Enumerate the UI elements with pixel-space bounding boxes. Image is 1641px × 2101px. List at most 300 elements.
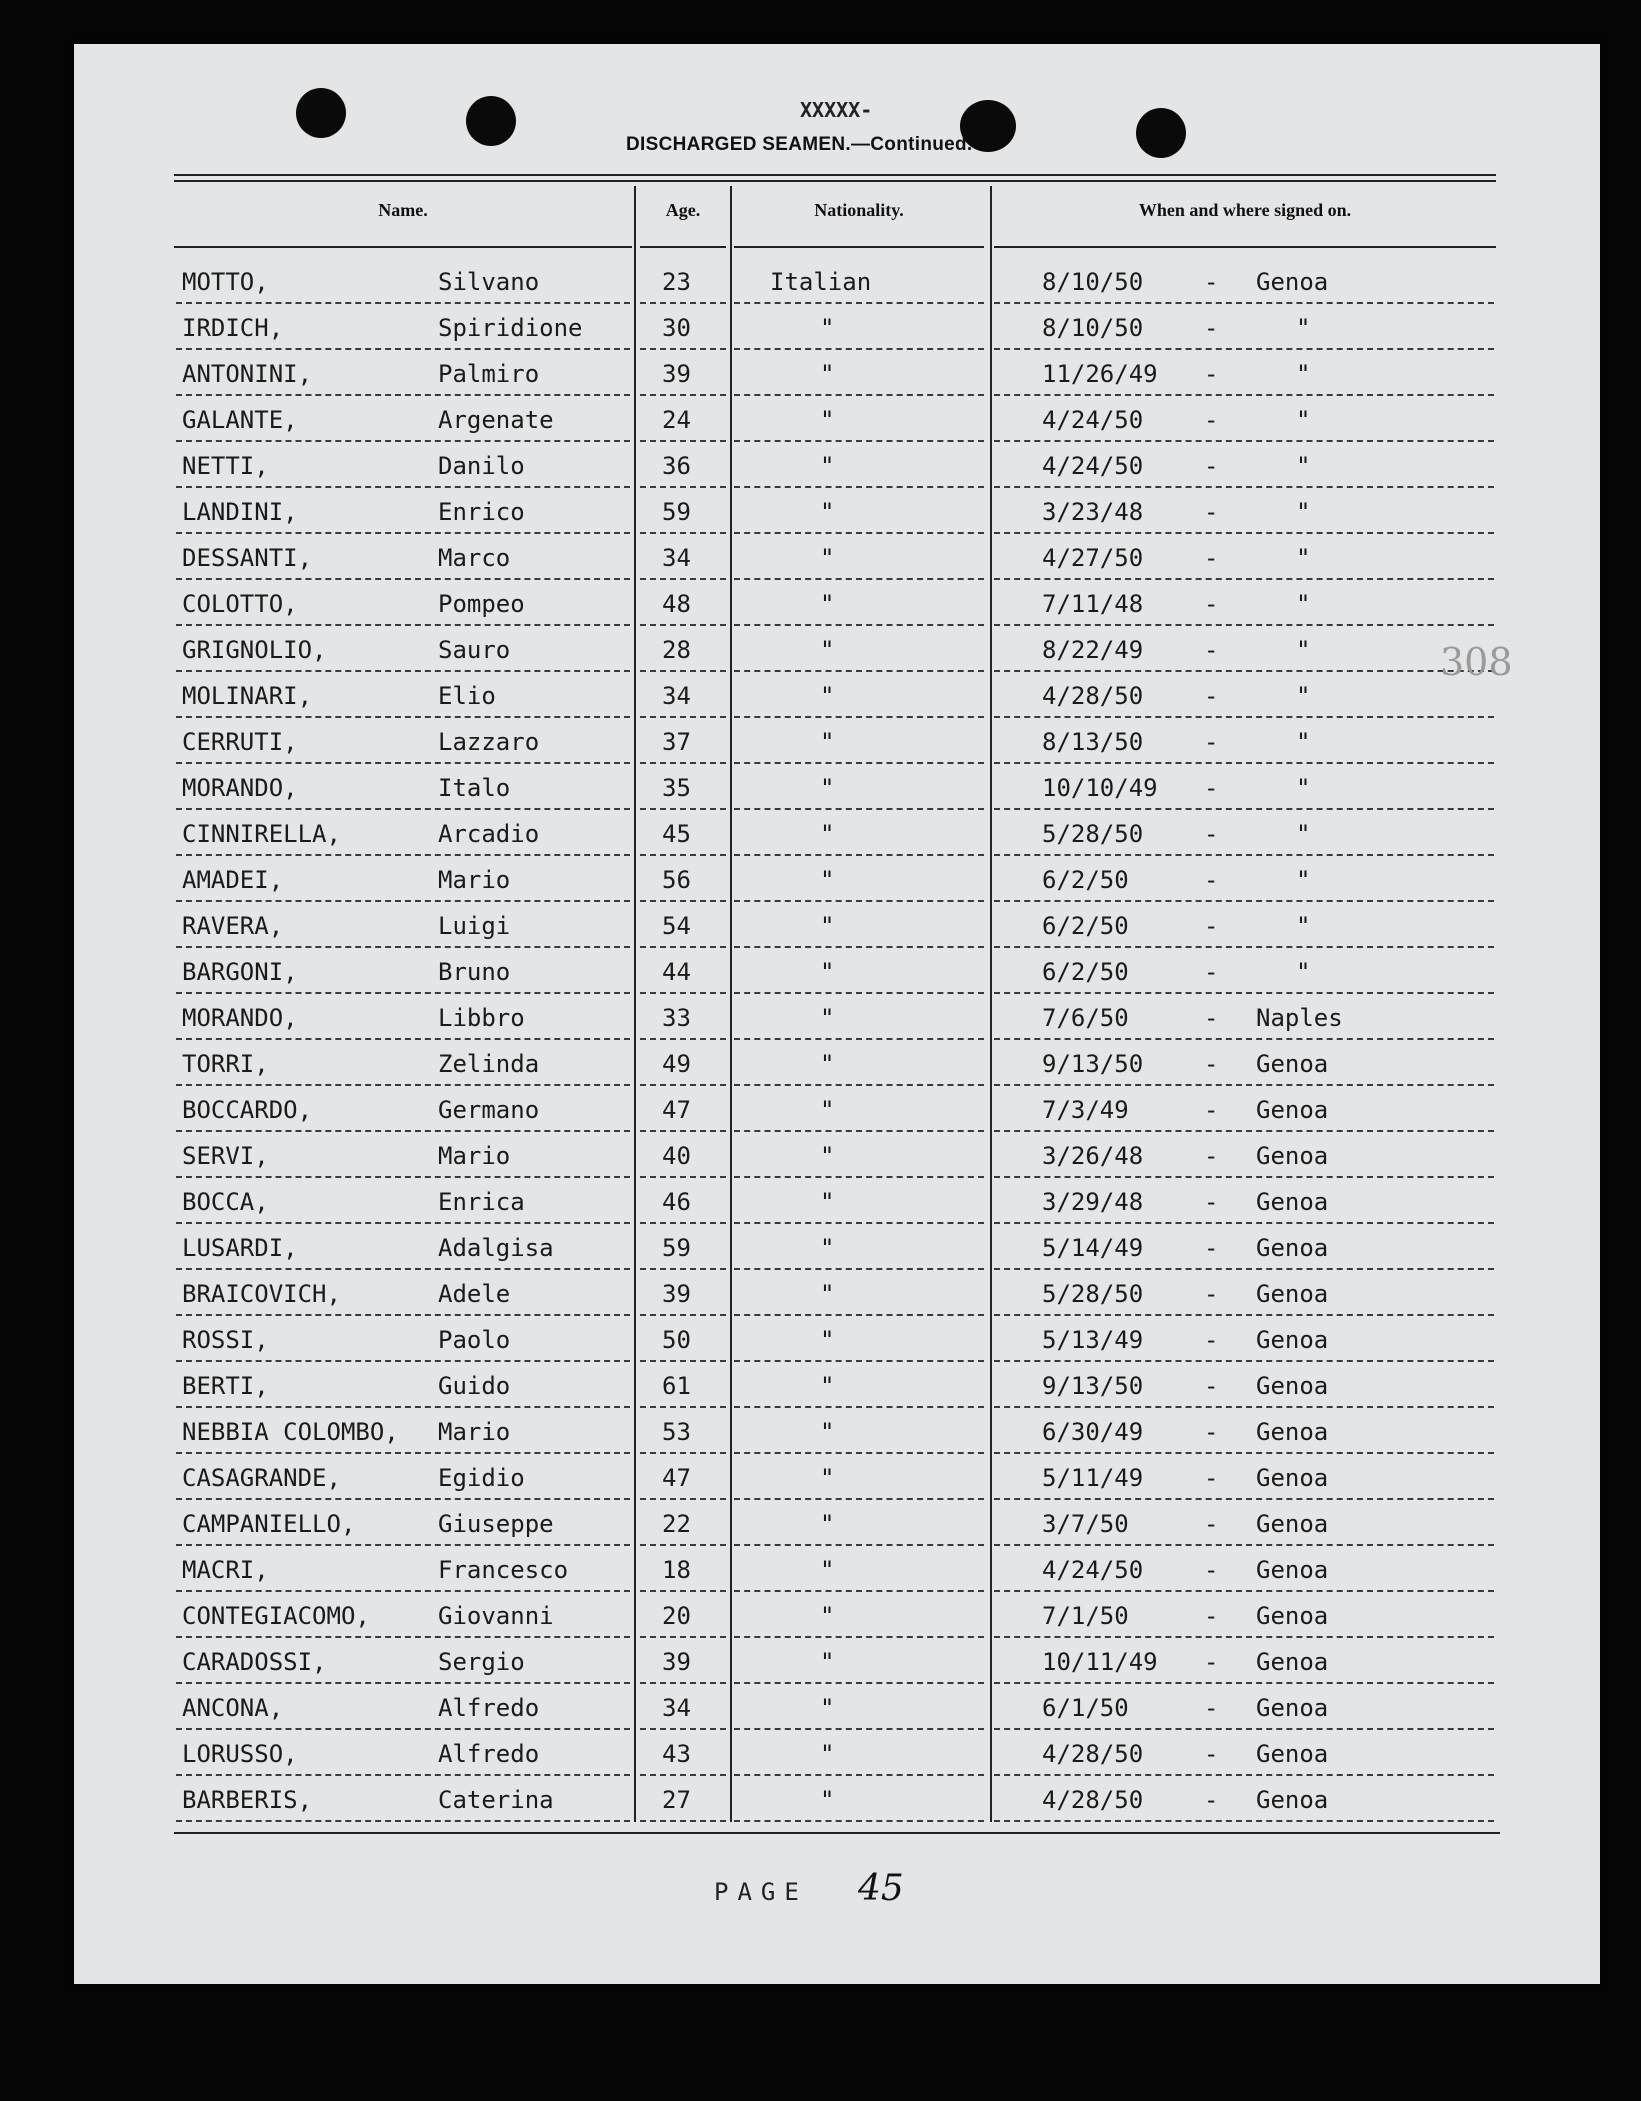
cell-date: 6/30/49 [1042,1418,1144,1446]
cell-date: 4/28/50 [1042,1740,1144,1768]
cell-age: 45 [662,820,691,848]
row-guide-line [640,1498,726,1500]
row-guide-line [640,1452,726,1454]
row-guide-line [640,946,726,948]
cell-nationality: " [820,314,835,342]
table-row [0,1180,1641,1226]
cell-dash: - [1204,912,1219,940]
row-guide-line [176,854,630,856]
cell-place: Genoa [1256,1188,1329,1216]
row-guide-line [994,1590,1494,1592]
row-guide-line [640,302,726,304]
row-guide-line [734,1268,984,1270]
cell-nationality: " [820,866,835,894]
cell-given: Silvano [438,268,540,296]
cell-given: Italo [438,774,511,802]
cell-dash: - [1204,1602,1219,1630]
row-guide-line [994,624,1494,626]
cell-age: 59 [662,1234,691,1262]
cell-dash: - [1204,1096,1219,1124]
row-guide-line [176,1360,630,1362]
cell-date: 5/14/49 [1042,1234,1144,1262]
cell-place: " [1296,498,1311,526]
row-guide-line [734,532,984,534]
cell-surname: BOCCARDO, [182,1096,313,1124]
cell-surname: COLOTTO, [182,590,298,618]
cell-dash: - [1204,636,1219,664]
row-guide-line [734,394,984,396]
cell-nationality: " [820,1188,835,1216]
cell-given: Argenate [438,406,554,434]
cell-surname: GALANTE, [182,406,298,434]
row-guide-line [994,1498,1494,1500]
row-guide-line [734,1728,984,1730]
cell-place: Naples [1256,1004,1343,1032]
table-row [0,1226,1641,1272]
header-rule [174,174,1496,176]
row-guide-line [994,1452,1494,1454]
table-row [0,536,1641,582]
row-guide-line [640,624,726,626]
row-guide-line [734,348,984,350]
row-guide-line [176,808,630,810]
row-guide-line [994,440,1494,442]
cell-age: 23 [662,268,691,296]
cell-dash: - [1204,1004,1219,1032]
cell-surname: DESSANTI, [182,544,313,572]
row-guide-line [734,1590,984,1592]
table-row [0,1364,1641,1410]
table-row [0,306,1641,352]
row-guide-line [734,302,984,304]
cell-nationality: " [820,360,835,388]
cell-surname: BOCCA, [182,1188,269,1216]
cell-date: 4/28/50 [1042,682,1144,710]
cell-given: Giovanni [438,1602,554,1630]
table-row [0,628,1641,674]
cell-date: 9/13/50 [1042,1050,1144,1078]
cell-given: Sauro [438,636,511,664]
punch-hole [296,88,346,138]
cell-nationality: " [820,1326,835,1354]
cell-date: 6/2/50 [1042,958,1129,986]
margin-stamp: 308 [1440,640,1513,684]
row-guide-line [734,1774,984,1776]
cell-age: 34 [662,1694,691,1722]
table-row [0,1134,1641,1180]
cell-age: 18 [662,1556,691,1584]
cell-surname: NETTI, [182,452,269,480]
row-guide-line [994,1222,1494,1224]
cell-given: Francesco [438,1556,569,1584]
column-head-rule [640,246,726,248]
cell-given: Danilo [438,452,525,480]
cell-nationality: " [820,1280,835,1308]
cell-place: Genoa [1256,1280,1329,1308]
cell-surname: IRDICH, [182,314,284,342]
cell-place: " [1296,866,1311,894]
page-label: PAGE [714,1878,808,1906]
cell-surname: CASAGRANDE, [182,1464,341,1492]
row-guide-line [640,1222,726,1224]
table-row [0,1456,1641,1502]
cell-given: Marco [438,544,511,572]
cell-age: 46 [662,1188,691,1216]
cell-age: 30 [662,314,691,342]
cell-age: 40 [662,1142,691,1170]
row-guide-line [640,1268,726,1270]
cell-given: Bruno [438,958,511,986]
cell-date: 9/13/50 [1042,1372,1144,1400]
cell-place: Genoa [1256,1372,1329,1400]
row-guide-line [640,1636,726,1638]
cell-nationality: Italian [770,268,872,296]
cell-nationality: " [820,498,835,526]
column-header-age: Age. [665,200,701,220]
cell-surname: MOLINARI, [182,682,313,710]
header-rule [174,180,1496,182]
row-guide-line [176,900,630,902]
row-guide-line [640,440,726,442]
cell-given: Alfredo [438,1740,540,1768]
cell-age: 20 [662,1602,691,1630]
cell-place: Genoa [1256,1142,1329,1170]
cell-surname: CERRUTI, [182,728,298,756]
cell-dash: - [1204,268,1219,296]
row-guide-line [640,1682,726,1684]
row-guide-line [176,716,630,718]
cell-age: 56 [662,866,691,894]
cell-dash: - [1204,1326,1219,1354]
cell-date: 5/11/49 [1042,1464,1144,1492]
row-guide-line [640,1820,726,1822]
cell-date: 3/29/48 [1042,1188,1144,1216]
row-guide-line [994,578,1494,580]
cell-given: Adele [438,1280,511,1308]
row-guide-line [734,1682,984,1684]
cell-given: Libbro [438,1004,525,1032]
cell-nationality: " [820,1142,835,1170]
row-guide-line [640,1774,726,1776]
cell-given: Paolo [438,1326,511,1354]
row-guide-line [994,1636,1494,1638]
cell-place: Genoa [1256,1694,1329,1722]
cell-surname: LORUSSO, [182,1740,298,1768]
table-row [0,1594,1641,1640]
cell-age: 48 [662,590,691,618]
row-guide-line [640,486,726,488]
row-guide-line [640,762,726,764]
cell-age: 61 [662,1372,691,1400]
cell-surname: MACRI, [182,1556,269,1584]
cell-age: 37 [662,728,691,756]
cell-dash: - [1204,1694,1219,1722]
row-guide-line [734,1820,984,1822]
cell-dash: - [1204,682,1219,710]
row-guide-line [994,1084,1494,1086]
row-guide-line [734,1176,984,1178]
table-row [0,720,1641,766]
row-guide-line [734,900,984,902]
cell-date: 7/3/49 [1042,1096,1129,1124]
cell-given: Mario [438,1418,511,1446]
row-guide-line [176,1130,630,1132]
row-guide-line [176,1452,630,1454]
cell-place: Genoa [1256,1510,1329,1538]
row-guide-line [994,1130,1494,1132]
row-guide-line [994,486,1494,488]
cell-surname: CINNIRELLA, [182,820,341,848]
table-row [0,1502,1641,1548]
cell-dash: - [1204,1188,1219,1216]
cell-surname: AMADEI, [182,866,284,894]
cell-age: 39 [662,360,691,388]
table-row [0,1778,1641,1824]
cell-place: " [1296,636,1311,664]
cell-age: 53 [662,1418,691,1446]
row-guide-line [176,1222,630,1224]
row-guide-line [176,1038,630,1040]
table-row [0,582,1641,628]
cell-age: 47 [662,1464,691,1492]
row-guide-line [176,762,630,764]
row-guide-line [176,1774,630,1776]
cell-dash: - [1204,498,1219,526]
cell-surname: SERVI, [182,1142,269,1170]
cell-given: Germano [438,1096,540,1124]
row-guide-line [734,716,984,718]
cell-surname: CONTEGIACOMO, [182,1602,370,1630]
row-guide-line [640,348,726,350]
cell-dash: - [1204,544,1219,572]
cell-place: " [1296,360,1311,388]
row-guide-line [994,1820,1494,1822]
row-guide-line [994,762,1494,764]
cell-nationality: " [820,1050,835,1078]
punch-hole [1136,108,1186,158]
page-title: DISCHARGED SEAMEN.—Continued. [626,134,973,155]
row-guide-line [640,900,726,902]
cell-nationality: " [820,1786,835,1814]
cell-age: 24 [662,406,691,434]
row-guide-line [734,1544,984,1546]
cell-place: " [1296,682,1311,710]
row-guide-line [734,1498,984,1500]
row-guide-line [640,532,726,534]
cell-surname: BRAICOVICH, [182,1280,341,1308]
cell-surname: LANDINI, [182,498,298,526]
table-row [0,1272,1641,1318]
row-guide-line [640,992,726,994]
row-guide-line [176,1406,630,1408]
row-guide-line [734,1406,984,1408]
cell-surname: MORANDO, [182,774,298,802]
cell-age: 50 [662,1326,691,1354]
row-guide-line [994,1682,1494,1684]
cell-date: 5/28/50 [1042,820,1144,848]
cell-surname: BARGONI, [182,958,298,986]
cell-age: 59 [662,498,691,526]
cell-given: Egidio [438,1464,525,1492]
row-guide-line [176,1498,630,1500]
cell-date: 7/11/48 [1042,590,1144,618]
cell-dash: - [1204,360,1219,388]
cell-age: 44 [662,958,691,986]
cell-age: 33 [662,1004,691,1032]
row-guide-line [994,302,1494,304]
row-guide-line [176,1820,630,1822]
row-guide-line [994,532,1494,534]
cell-place: Genoa [1256,1464,1329,1492]
cell-age: 27 [662,1786,691,1814]
table-row [0,398,1641,444]
cell-given: Zelinda [438,1050,540,1078]
cell-date: 3/7/50 [1042,1510,1129,1538]
cell-nationality: " [820,1464,835,1492]
row-guide-line [176,624,630,626]
cell-dash: - [1204,1464,1219,1492]
row-guide-line [734,762,984,764]
row-guide-line [734,578,984,580]
column-header-signed-on: When and where signed on. [1138,200,1352,220]
cell-surname: BARBERIS, [182,1786,313,1814]
cell-nationality: " [820,1694,835,1722]
cell-nationality: " [820,1096,835,1124]
cell-date: 5/28/50 [1042,1280,1144,1308]
cell-age: 28 [662,636,691,664]
row-guide-line [176,578,630,580]
cell-date: 3/26/48 [1042,1142,1144,1170]
table-row [0,1410,1641,1456]
table-row [0,1686,1641,1732]
cell-age: 39 [662,1280,691,1308]
cell-nationality: " [820,1556,835,1584]
cell-date: 3/23/48 [1042,498,1144,526]
row-guide-line [640,670,726,672]
cell-dash: - [1204,1050,1219,1078]
row-guide-line [176,486,630,488]
row-guide-line [734,1130,984,1132]
cell-given: Spiridione [438,314,583,342]
row-guide-line [640,1406,726,1408]
cell-date: 4/28/50 [1042,1786,1144,1814]
column-head-rule [174,246,632,248]
cell-date: 6/1/50 [1042,1694,1129,1722]
cell-date: 10/10/49 [1042,774,1158,802]
cell-nationality: " [820,1004,835,1032]
row-guide-line [734,808,984,810]
cell-nationality: " [820,544,835,572]
cell-surname: CARADOSSI, [182,1648,327,1676]
cell-place: " [1296,406,1311,434]
row-guide-line [734,440,984,442]
cell-dash: - [1204,1556,1219,1584]
cell-date: 8/10/50 [1042,268,1144,296]
row-guide-line [994,348,1494,350]
row-guide-line [734,854,984,856]
cell-dash: - [1204,590,1219,618]
row-guide-line [176,1084,630,1086]
cell-age: 47 [662,1096,691,1124]
cell-dash: - [1204,820,1219,848]
row-guide-line [176,1682,630,1684]
cell-nationality: " [820,912,835,940]
cell-nationality: " [820,1418,835,1446]
row-guide-line [994,1360,1494,1362]
table-row [0,950,1641,996]
cell-dash: - [1204,452,1219,480]
row-guide-line [734,992,984,994]
column-header-nationality: Nationality. [814,200,904,220]
cell-given: Adalgisa [438,1234,554,1262]
cell-nationality: " [820,820,835,848]
table-row [0,1732,1641,1778]
cell-dash: - [1204,1648,1219,1676]
table-row [0,444,1641,490]
row-guide-line [176,394,630,396]
cell-surname: ANTONINI, [182,360,313,388]
cell-dash: - [1204,406,1219,434]
row-guide-line [734,486,984,488]
cell-place: " [1296,452,1311,480]
document-code: XXXXX- [800,98,873,122]
column-head-rule [994,246,1496,248]
cell-date: 4/27/50 [1042,544,1144,572]
cell-date: 8/22/49 [1042,636,1144,664]
cell-nationality: " [820,1372,835,1400]
table-row [0,766,1641,812]
cell-place: Genoa [1256,1234,1329,1262]
cell-date: 7/1/50 [1042,1602,1129,1630]
table-row [0,490,1641,536]
row-guide-line [640,1038,726,1040]
cell-surname: TORRI, [182,1050,269,1078]
cell-place: Genoa [1256,1740,1329,1768]
table-row [0,996,1641,1042]
cell-given: Giuseppe [438,1510,554,1538]
column-head-rule [734,246,984,248]
row-guide-line [640,808,726,810]
cell-nationality: " [820,406,835,434]
row-guide-line [734,1636,984,1638]
row-guide-line [640,578,726,580]
cell-surname: RAVERA, [182,912,284,940]
cell-nationality: " [820,1602,835,1630]
row-guide-line [640,1176,726,1178]
cell-nationality: " [820,1740,835,1768]
cell-given: Luigi [438,912,511,940]
cell-surname: LUSARDI, [182,1234,298,1262]
row-guide-line [994,1544,1494,1546]
table-row [0,674,1641,720]
cell-date: 8/10/50 [1042,314,1144,342]
cell-place: " [1296,728,1311,756]
cell-age: 39 [662,1648,691,1676]
cell-given: Lazzaro [438,728,540,756]
cell-date: 11/26/49 [1042,360,1158,388]
row-guide-line [640,1544,726,1546]
cell-date: 6/2/50 [1042,912,1129,940]
cell-given: Enrico [438,498,525,526]
page-number: 45 [858,1868,904,1909]
cell-dash: - [1204,1740,1219,1768]
cell-age: 34 [662,682,691,710]
row-guide-line [176,1636,630,1638]
cell-place: " [1296,544,1311,572]
cell-place: " [1296,912,1311,940]
table-row [0,812,1641,858]
row-guide-line [176,992,630,994]
